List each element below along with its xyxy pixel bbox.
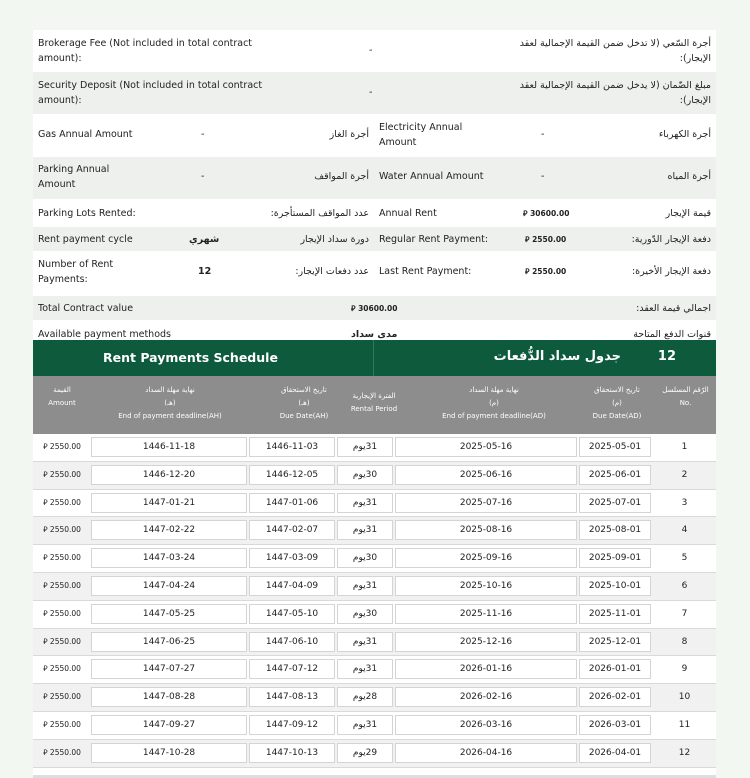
period-cell: 28يوم xyxy=(337,687,393,707)
col-period: الفترة الإيجارية Rental Period xyxy=(350,392,398,413)
regular-label: Regular Rent Payment: xyxy=(379,234,489,245)
period-cell: 31يوم xyxy=(337,520,393,540)
table-row xyxy=(33,545,716,573)
gas-label: Gas Annual Amount xyxy=(38,129,133,140)
due-ad-cell: 2025-08-01 xyxy=(579,520,651,540)
table-row xyxy=(33,573,716,601)
amount-cell: ⃁ 2550.00 xyxy=(43,580,81,590)
annual-rent-value: ⃁ 30600.00 xyxy=(523,209,570,218)
row-number: 4 xyxy=(681,525,688,536)
due-ah-cell: 1446-11-03 xyxy=(249,437,335,457)
electricity-value: - xyxy=(541,129,545,140)
due-ad-cell: 2025-09-01 xyxy=(579,548,651,568)
due-ah-cell: 1447-06-10 xyxy=(249,632,335,652)
num-payments-value: 12 xyxy=(198,266,212,277)
methods-label-ar: قنوات الدفع المتاحة xyxy=(633,329,711,340)
electricity-label: Electricity Annual Amount xyxy=(379,122,463,148)
table-row xyxy=(33,434,716,462)
gas-value: - xyxy=(201,129,205,140)
end-ad-cell: 2025-10-16 xyxy=(395,576,577,596)
period-cell: 31يوم xyxy=(337,437,393,457)
amount-cell: ⃁ 2550.00 xyxy=(43,636,81,646)
col-amount: القيمة Amount xyxy=(48,386,76,407)
end-ad-cell: 2025-05-16 xyxy=(395,437,577,457)
end-ah-cell: 1447-09-27 xyxy=(91,715,247,735)
period-cell: 31يوم xyxy=(337,715,393,735)
due-ad-cell: 2025-06-01 xyxy=(579,465,651,485)
regular-value: ⃁ 2550.00 xyxy=(525,235,567,244)
period-cell: 29يوم xyxy=(337,743,393,763)
table-row xyxy=(33,684,716,712)
due-ah-cell: 1447-04-09 xyxy=(249,576,335,596)
due-ad-cell: 2025-11-01 xyxy=(579,604,651,624)
amount-cell: ⃁ 2550.00 xyxy=(43,719,81,729)
num-payments-label-ar: عدد دفعات الإيجار: xyxy=(295,266,369,277)
amount-cell: ⃁ 2550.00 xyxy=(43,692,81,702)
riyal-icon: ⃁ xyxy=(43,692,48,702)
due-ad-cell: 2026-03-01 xyxy=(579,715,651,735)
header-divider xyxy=(373,340,374,376)
riyal-icon: ⃁ xyxy=(43,525,48,535)
info-row-number-last xyxy=(33,252,716,296)
end-ah-cell: 1446-11-18 xyxy=(91,437,247,457)
period-cell: 30يوم xyxy=(337,465,393,485)
row-number: 3 xyxy=(681,497,688,508)
info-row-total xyxy=(33,296,716,321)
lots-label: Parking Lots Rented: xyxy=(38,208,136,219)
row-number: 10 xyxy=(678,692,691,703)
row-number: 11 xyxy=(678,719,691,730)
table-row xyxy=(33,462,716,490)
total-label-ar: اجمالي قيمة العقد: xyxy=(636,303,711,314)
schedule-title-ar: جدول سداد الدُّفعات xyxy=(493,349,621,364)
brokerage-label: Brokerage Fee (Not included in total contract amount): xyxy=(38,38,253,64)
end-ad-cell: 2026-02-16 xyxy=(395,687,577,707)
period-cell: 31يوم xyxy=(337,659,393,679)
row-number: 9 xyxy=(681,664,688,675)
schedule-rows xyxy=(33,434,716,768)
end-ad-cell: 2025-06-16 xyxy=(395,465,577,485)
col-no: الرّقم المسلسل No. xyxy=(662,386,709,407)
table-row xyxy=(33,712,716,740)
last-value: ⃁ 2550.00 xyxy=(525,267,567,276)
cycle-label: Rent payment cycle xyxy=(38,234,133,245)
last-label-ar: دفعة الإيجار الأخيرة: xyxy=(631,266,711,277)
period-cell: 30يوم xyxy=(337,548,393,568)
col-end-ad: نهاية مهلة السداد (م) End of payment deadline(AD) xyxy=(442,386,546,420)
end-ah-cell: 1447-04-24 xyxy=(91,576,247,596)
row-number: 8 xyxy=(681,636,688,647)
water-label-ar: أجرة المياه xyxy=(667,171,711,182)
amount-cell: ⃁ 2550.00 xyxy=(43,497,81,507)
amount-cell: ⃁ 2550.00 xyxy=(43,664,81,674)
info-row-lots-annual xyxy=(33,200,716,227)
riyal-icon: ⃁ xyxy=(351,304,356,313)
due-ah-cell: 1447-08-13 xyxy=(249,687,335,707)
amount-cell: ⃁ 2550.00 xyxy=(43,608,81,618)
amount-cell: ⃁ 2550.00 xyxy=(43,747,81,757)
riyal-icon: ⃁ xyxy=(43,636,48,646)
deposit-label: Security Deposit (Not included in total contract amount): xyxy=(38,80,263,106)
riyal-icon: ⃁ xyxy=(43,580,48,590)
lots-label-ar: عدد المواقف المستأجرة: xyxy=(270,208,369,219)
info-row-gas-electricity xyxy=(33,115,716,157)
riyal-icon: ⃁ xyxy=(525,267,530,276)
period-cell: 30يوم xyxy=(337,604,393,624)
due-ah-cell: 1447-09-12 xyxy=(249,715,335,735)
end-ah-cell: 1447-10-28 xyxy=(91,743,247,763)
due-ad-cell: 2025-07-01 xyxy=(579,493,651,513)
parking-label: Parking Annual Amount xyxy=(38,164,110,190)
due-ad-cell: 2026-01-01 xyxy=(579,659,651,679)
riyal-icon: ⃁ xyxy=(43,553,48,563)
end-ah-cell: 1447-08-28 xyxy=(91,687,247,707)
parking-value: - xyxy=(201,171,205,182)
brokerage-value: - xyxy=(369,45,373,56)
schedule-header xyxy=(33,340,716,376)
deposit-value: - xyxy=(369,87,373,98)
riyal-icon: ⃁ xyxy=(43,719,48,729)
row-number: 2 xyxy=(681,469,688,480)
end-ah-cell: 1447-05-25 xyxy=(91,604,247,624)
gas-label-ar: أجرة الغاز xyxy=(329,129,369,140)
due-ah-cell: 1446-12-05 xyxy=(249,465,335,485)
riyal-icon: ⃁ xyxy=(43,608,48,618)
last-label: Last Rent Payment: xyxy=(379,266,472,277)
regular-label-ar: دفعة الإيجار الدّورية: xyxy=(631,234,711,245)
riyal-icon: ⃁ xyxy=(525,235,530,244)
riyal-icon: ⃁ xyxy=(43,747,48,757)
due-ah-cell: 1447-03-09 xyxy=(249,548,335,568)
riyal-icon: ⃁ xyxy=(43,469,48,479)
parking-label-ar: أجرة المواقف xyxy=(314,171,369,182)
due-ah-cell: 1447-07-12 xyxy=(249,659,335,679)
due-ah-cell: 1447-02-07 xyxy=(249,520,335,540)
end-ad-cell: 2025-09-16 xyxy=(395,548,577,568)
amount-cell: ⃁ 2550.00 xyxy=(43,553,81,563)
due-ah-cell: 1447-05-10 xyxy=(249,604,335,624)
end-ah-cell: 1447-02-22 xyxy=(91,520,247,540)
methods-value: مدى سداد xyxy=(351,329,398,340)
amount-cell: ⃁ 2550.00 xyxy=(43,525,81,535)
due-ad-cell: 2026-04-01 xyxy=(579,743,651,763)
due-ad-cell: 2025-10-01 xyxy=(579,576,651,596)
col-end-ah: نهاية مهلة السداد (هـ) End of payment deadline(AH) xyxy=(118,386,222,420)
table-row xyxy=(33,740,716,768)
riyal-icon: ⃁ xyxy=(43,664,48,674)
row-number: 7 xyxy=(681,608,688,619)
table-row xyxy=(33,656,716,684)
end-ad-cell: 2025-07-16 xyxy=(395,493,577,513)
row-number: 12 xyxy=(678,747,691,758)
annual-rent-label-ar: قيمة الإيجار xyxy=(665,208,711,219)
info-row-brokerage xyxy=(33,30,716,72)
end-ah-cell: 1447-03-24 xyxy=(91,548,247,568)
cycle-value: شهري xyxy=(189,234,220,245)
contract-page xyxy=(33,30,716,778)
water-label: Water Annual Amount xyxy=(379,171,484,182)
end-ad-cell: 2025-11-16 xyxy=(395,604,577,624)
row-number: 6 xyxy=(681,580,688,591)
riyal-icon: ⃁ xyxy=(43,442,48,451)
brokerage-label-ar: أجرة السّعي (لا تدخل ضمن القيمة الإجمالية لعقد الإيجار): xyxy=(519,38,711,64)
period-cell: 31يوم xyxy=(337,493,393,513)
schedule-title-en: Rent Payments Schedule xyxy=(103,350,278,365)
total-label: Total Contract value xyxy=(38,303,134,314)
total-value: ⃁ 30600.00 xyxy=(351,304,398,313)
riyal-icon: ⃁ xyxy=(523,209,528,218)
water-value: - xyxy=(541,171,545,182)
end-ah-cell: 1447-07-27 xyxy=(91,659,247,679)
annual-rent-label: Annual Rent xyxy=(379,208,437,219)
due-ah-cell: 1447-01-06 xyxy=(249,493,335,513)
row-number: 1 xyxy=(681,442,688,452)
table-row xyxy=(33,517,716,545)
amount-cell: ⃁ 2550.00 xyxy=(43,442,81,451)
cycle-label-ar: دورة سداد الإيجار xyxy=(300,234,369,245)
riyal-icon: ⃁ xyxy=(43,497,48,507)
end-ah-cell: 1447-06-25 xyxy=(91,632,247,652)
info-row-parking-water xyxy=(33,157,716,200)
table-row xyxy=(33,629,716,657)
electricity-label-ar: أجرة الكهرباء xyxy=(658,129,711,140)
table-row xyxy=(33,601,716,629)
methods-label: Available payment methods xyxy=(38,329,171,340)
col-due-ah: تاريخ الاستحقاق (هـ) Due Date(AH) xyxy=(279,386,329,420)
due-ad-cell: 2025-05-01 xyxy=(579,437,651,457)
info-row-deposit xyxy=(33,72,716,115)
row-number: 5 xyxy=(681,553,688,564)
deposit-label-ar: مبلغ الضّمان (لا يدخل ضمن القيمة الإجمالية لعقد الإيجار): xyxy=(519,80,711,106)
amount-cell: ⃁ 2550.00 xyxy=(43,469,81,479)
table-row xyxy=(33,490,716,518)
num-payments-label: Number of Rent Payments: xyxy=(38,259,114,285)
schedule-count: 12 xyxy=(657,349,676,364)
due-ad-cell: 2025-12-01 xyxy=(579,632,651,652)
end-ad-cell: 2025-12-16 xyxy=(395,632,577,652)
info-row-cycle-regular xyxy=(33,227,716,252)
due-ah-cell: 1447-10-13 xyxy=(249,743,335,763)
end-ah-cell: 1446-12-20 xyxy=(91,465,247,485)
period-cell: 31يوم xyxy=(337,576,393,596)
end-ad-cell: 2026-04-16 xyxy=(395,743,577,763)
col-due-ad: تاريخ الاستحقاق (م) Due Date(AD) xyxy=(592,386,642,420)
due-ad-cell: 2026-02-01 xyxy=(579,687,651,707)
end-ad-cell: 2025-08-16 xyxy=(395,520,577,540)
period-cell: 31يوم xyxy=(337,632,393,652)
end-ah-cell: 1447-01-21 xyxy=(91,493,247,513)
schedule-column-headers xyxy=(33,376,716,434)
end-ad-cell: 2026-01-16 xyxy=(395,659,577,679)
end-ad-cell: 2026-03-16 xyxy=(395,715,577,735)
